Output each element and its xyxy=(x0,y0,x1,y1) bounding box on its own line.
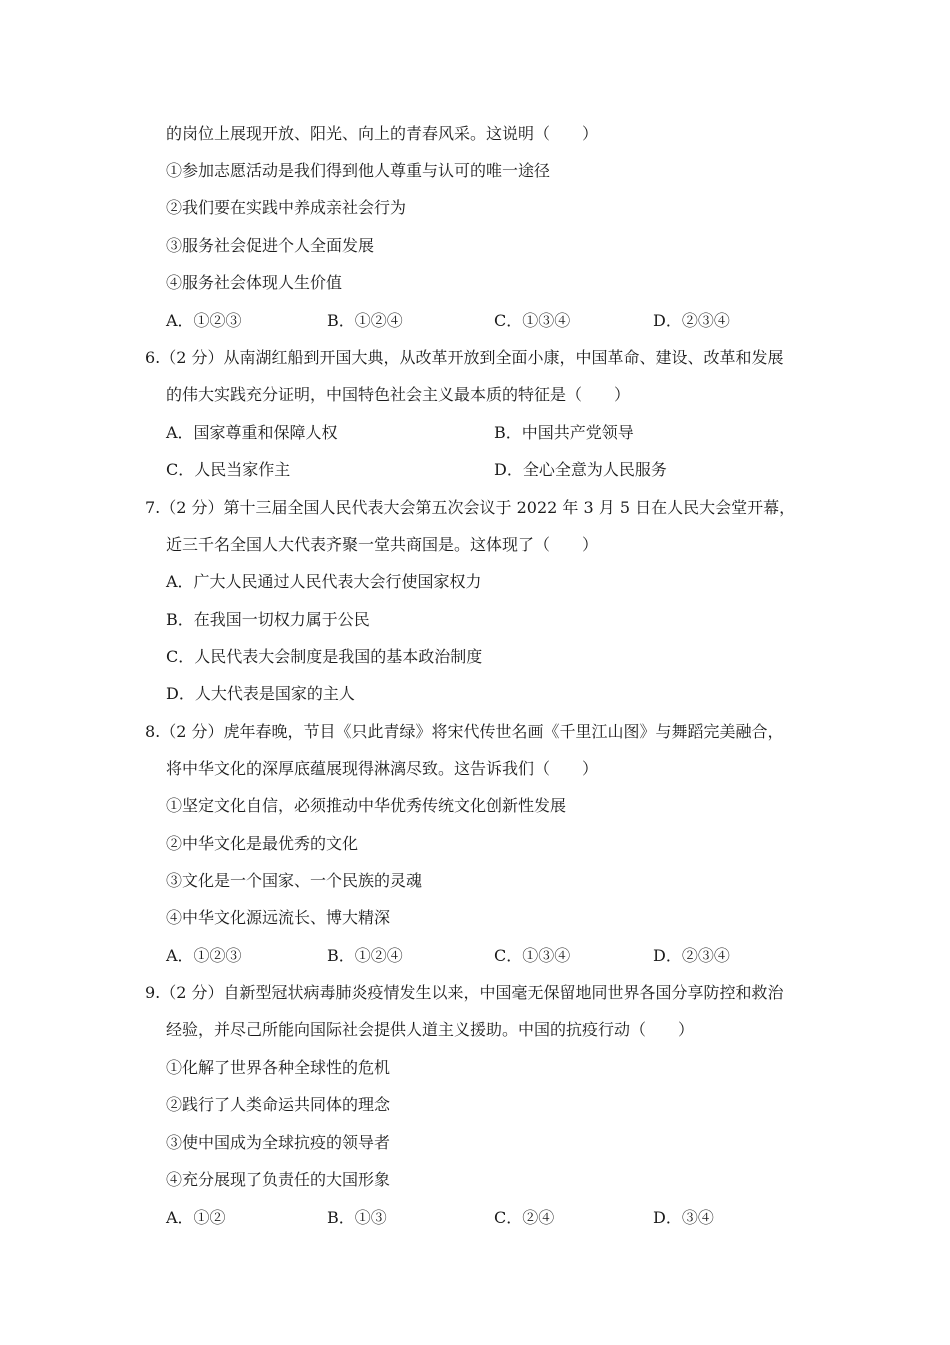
q6-option-b: B．中国共产党领导 xyxy=(494,423,634,442)
q6-option-d: D．全心全意为人民服务 xyxy=(494,460,667,479)
q5-option-b: B．①②④ xyxy=(327,311,403,330)
q9-statement-1: ①化解了世界各种全球性的危机 xyxy=(166,1058,391,1077)
q8-option-d: D．②③④ xyxy=(653,946,730,965)
q8-stem-line-2: 将中华文化的深厚底蕴展现得淋漓尽致。这告诉我们（ ） xyxy=(166,759,599,778)
q7-stem-line-2: 近三千名全国人大代表齐聚一堂共商国是。这体现了（ ） xyxy=(166,535,599,554)
q6-option-a: A．国家尊重和保障人权 xyxy=(166,423,338,442)
q9-stem-line-2: 经验，并尽己所能向国际社会提供人道主义援助。中国的抗疫行动（ ） xyxy=(166,1020,695,1039)
q8-option-a: A．①②③ xyxy=(166,946,242,965)
q9-option-a: A．①② xyxy=(166,1208,226,1227)
q7-option-d: D．人大代表是国家的主人 xyxy=(166,684,355,703)
q5-stem-tail: 的岗位上展现开放、阳光、向上的青春风采。这说明（ ） xyxy=(166,124,599,143)
q7-option-b: B．在我国一切权力属于公民 xyxy=(166,610,370,629)
q9-option-c: C．②④ xyxy=(494,1208,555,1227)
q8-option-c: C．①③④ xyxy=(494,946,571,965)
q8-statement-2: ②中华文化是最优秀的文化 xyxy=(166,834,359,853)
q8-statement-3: ③文化是一个国家、一个民族的灵魂 xyxy=(166,871,423,890)
q5-option-c: C．①③④ xyxy=(494,311,571,330)
q7-stem-line-1: 7.（2 分）第十三届全国人民代表大会第五次会议于 2022 年 3 月 5 日在人民大会堂开幕， xyxy=(145,498,796,517)
q9-statement-2: ②践行了人类命运共同体的理念 xyxy=(166,1095,391,1114)
q9-option-d: D．③④ xyxy=(653,1208,714,1227)
q6-stem-line-2: 的伟大实践充分证明，中国特色社会主义最本质的特征是（ ） xyxy=(166,385,631,404)
q6-stem-line-1: 6.（2 分）从南湖红船到开国大典，从改革开放到全面小康，中国革命、建设、改革和发展 xyxy=(145,348,784,367)
q9-statement-3: ③使中国成为全球抗疫的领导者 xyxy=(166,1133,391,1152)
q5-statement-2: ②我们要在实践中养成亲社会行为 xyxy=(166,198,407,217)
q8-statement-4: ④中华文化源远流长、博大精深 xyxy=(166,908,391,927)
q5-statement-4: ④服务社会体现人生价值 xyxy=(166,273,343,292)
q8-stem-line-1: 8.（2 分）虎年春晚，节目《只此青绿》将宋代传世名画《千里江山图》与舞蹈完美融合， xyxy=(145,722,784,741)
q6-option-c: C．人民当家作主 xyxy=(166,460,291,479)
q7-option-c: C．人民代表大会制度是我国的基本政治制度 xyxy=(166,647,483,666)
q5-option-d: D．②③④ xyxy=(653,311,730,330)
q5-option-a: A．①②③ xyxy=(166,311,242,330)
q8-option-b: B．①②④ xyxy=(327,946,403,965)
q5-statement-1: ①参加志愿活动是我们得到他人尊重与认可的唯一途径 xyxy=(166,161,551,180)
q7-option-a: A．广大人民通过人民代表大会行使国家权力 xyxy=(166,572,482,591)
q9-option-b: B．①③ xyxy=(327,1208,387,1227)
q9-statement-4: ④充分展现了负责任的大国形象 xyxy=(166,1170,391,1189)
q5-statement-3: ③服务社会促进个人全面发展 xyxy=(166,236,375,255)
q8-statement-1: ①坚定文化自信，必须推动中华优秀传统文化创新性发展 xyxy=(166,796,567,815)
q9-stem-line-1: 9.（2 分）自新型冠状病毒肺炎疫情发生以来，中国毫无保留地同世界各国分享防控和救治 xyxy=(145,983,784,1002)
